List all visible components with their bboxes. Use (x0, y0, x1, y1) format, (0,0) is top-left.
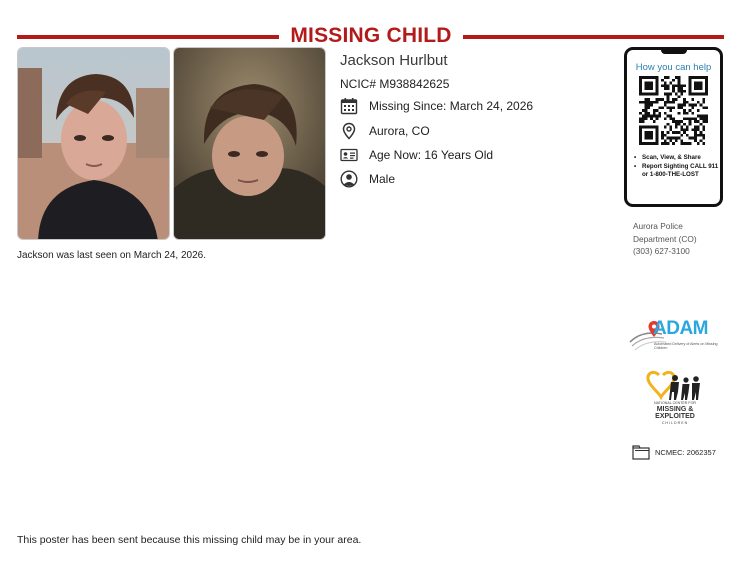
ncmec-logo (645, 369, 705, 429)
location-text: Aurora, CO (369, 124, 430, 138)
ncmec-main-line1: MISSING & (656, 406, 694, 413)
agency-name-line2: Department (CO) (633, 233, 697, 244)
adam-logo (628, 318, 720, 356)
sex-text: Male (369, 172, 396, 186)
ncmec-bottom-text: CHILDREN (661, 421, 689, 425)
last-seen-text: Jackson was last seen on March 24, 2026. (17, 250, 206, 261)
sex-row (340, 169, 395, 189)
adam-subtitle: Automated Delivery of Alerts on Missing Children (654, 342, 718, 351)
help-phone-card (624, 47, 723, 207)
footer-note: This poster has been sent because this missing child may be in your area. (17, 534, 362, 546)
agency-phone: (303) 627-3100 (633, 246, 690, 256)
person-icon (340, 170, 358, 188)
age-row (340, 145, 493, 165)
id-card-icon (340, 146, 358, 164)
header-rule-right (463, 35, 724, 39)
child-photo-1 (17, 47, 170, 240)
help-bullet: • Scan, View, & Share (633, 154, 719, 162)
child-name: Jackson Hurlbut (340, 52, 448, 69)
poster-title: MISSING CHILD (290, 24, 452, 47)
ncic-number: NCIC# M938842625 (340, 77, 450, 91)
agency-contact (633, 220, 697, 258)
ncmec-top-text: NATIONAL CENTER FOR (654, 401, 696, 405)
missing-since-text: Missing Since: March 24, 2026 (369, 99, 534, 113)
location-pin-icon (340, 122, 358, 140)
ncmec-case-number: NCMEC: 2062357 (655, 448, 716, 457)
calendar-icon (340, 97, 358, 115)
adam-wordmark: ADAM (653, 318, 708, 339)
phone-notch (661, 49, 687, 54)
header-rule-left (17, 35, 279, 39)
ncmec-main-text (645, 406, 705, 420)
location-row (340, 121, 430, 141)
age-text: Age Now: 16 Years Old (369, 148, 494, 162)
ncmec-case-row (632, 445, 716, 460)
help-bullets (633, 154, 719, 180)
agency-name-line1: Aurora Police (633, 221, 683, 231)
qr-code-icon[interactable] (639, 76, 708, 145)
folder-icon (632, 445, 650, 460)
help-title: How you can help (635, 62, 712, 73)
missing-since-row (340, 96, 533, 116)
child-photo-2 (173, 47, 326, 240)
ncmec-main-line2: EXPLOITED (655, 413, 695, 420)
help-bullet: • Report Sighting CALL 911 or 1-800-THE-LOST (633, 163, 719, 179)
